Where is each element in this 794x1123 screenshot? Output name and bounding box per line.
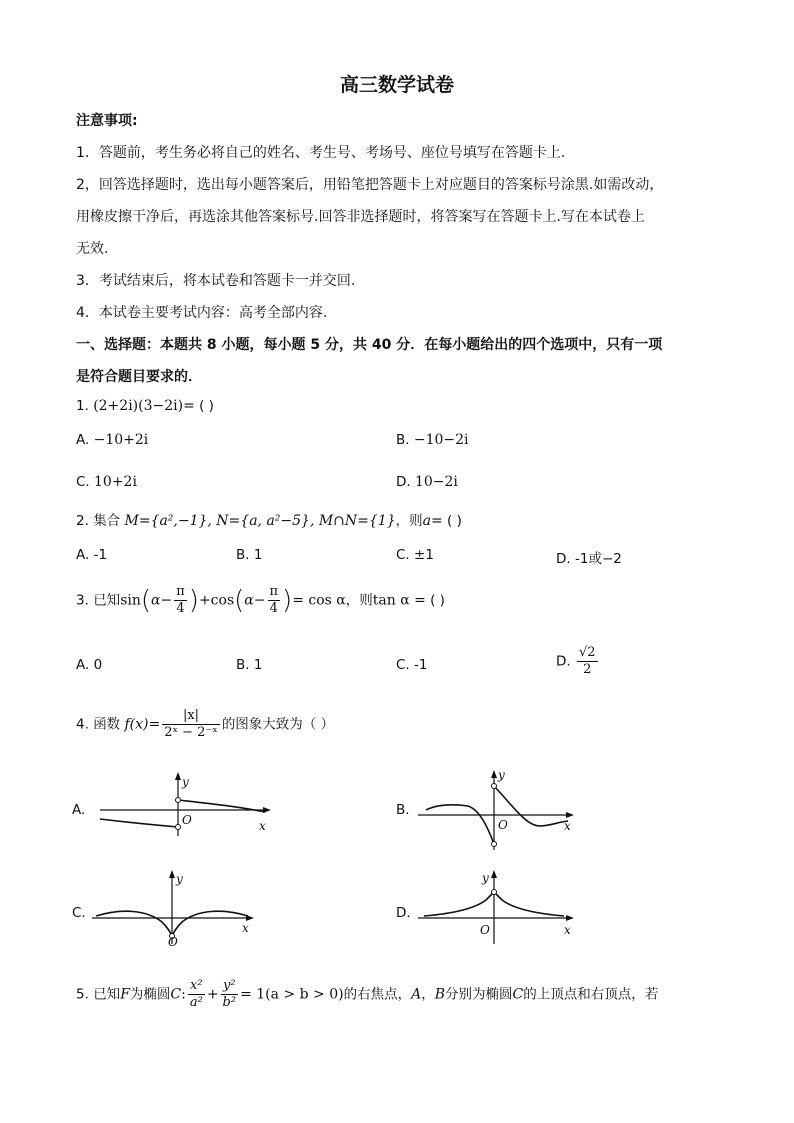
sin-function: sin <box>120 592 141 609</box>
curve-left <box>426 805 494 844</box>
numerator: π <box>176 584 185 599</box>
y2-over-b2 <box>221 978 239 1011</box>
answer-blank: ( ) <box>447 513 462 529</box>
y-arrow-icon <box>491 770 497 778</box>
graph-a <box>95 770 275 840</box>
graph-label-d: D. <box>396 905 411 921</box>
answer-blank: ( ) <box>199 398 214 414</box>
open-point <box>176 798 181 803</box>
option-b: B. 1 <box>236 547 263 563</box>
denominator: 4 <box>269 601 278 616</box>
option-c <box>76 474 137 490</box>
origin-label: O <box>182 813 192 827</box>
alpha: α <box>244 592 254 609</box>
colon: : <box>181 986 186 1003</box>
question-text: 集合 <box>93 513 121 529</box>
question-text: 为椭圆 <box>129 986 171 1003</box>
option-b <box>396 432 469 448</box>
question-expression: (2+2i)(3−2i)= <box>93 398 195 414</box>
y-label: y <box>482 871 489 885</box>
numerator: y² <box>221 978 239 995</box>
denominator: b² <box>222 995 237 1010</box>
minus: − <box>160 592 173 609</box>
option-a: A. -1 <box>76 547 108 563</box>
question-2 <box>76 509 462 529</box>
open-point <box>492 784 497 789</box>
question-number: 2. <box>76 513 89 529</box>
question-text: 的右焦点， <box>343 986 412 1003</box>
denominator: 4 <box>176 601 185 616</box>
option-label: B. <box>396 432 410 448</box>
question-text: 已知 <box>93 592 121 609</box>
y-arrow-icon <box>491 870 497 878</box>
option-label: D. <box>556 653 571 670</box>
notice-item: 4．本试卷主要考试内容：高考全部内容. <box>76 305 328 321</box>
graph-b <box>418 766 580 852</box>
numerator: √2 <box>578 645 596 660</box>
notice-item: 1．答题前，考生务必将自己的姓名、考生号、考场号、座位号填写在答题卡上. <box>76 145 566 161</box>
option-a <box>76 432 148 448</box>
sqrt2-over-2 <box>577 645 598 678</box>
minus: − <box>253 592 266 609</box>
function-lhs: f(x)= <box>124 716 161 733</box>
point-b: B <box>434 986 446 1003</box>
notice-item: 2，回答选择题时，选出每小题答案后，用铅笔把答题卡上对应题目的答案标号涂黑.如需改动， <box>76 177 664 193</box>
cos-function: cos <box>210 592 235 609</box>
x2-over-a2 <box>188 978 205 1011</box>
curve-right <box>172 911 248 936</box>
tan-expr: tan α = <box>372 592 426 609</box>
x-arrow-icon <box>566 812 574 818</box>
denominator: a² <box>189 995 203 1010</box>
numerator: π <box>269 584 279 599</box>
question-number: 4. <box>76 716 89 733</box>
page-title: 高三数学试卷 <box>339 74 454 96</box>
x-label: x <box>564 923 571 937</box>
variable: a <box>422 513 431 529</box>
denominator: 2 <box>583 662 592 677</box>
variable-f: F <box>120 986 130 1003</box>
question-number: 1. <box>76 398 89 414</box>
variable-c: C <box>512 986 524 1003</box>
option-value: 10−2i <box>414 474 458 490</box>
open-point <box>492 842 497 847</box>
origin-label: O <box>480 923 490 937</box>
pi-over-4 <box>174 584 187 617</box>
x-label: x <box>259 819 266 833</box>
option-label: C. <box>76 474 90 490</box>
option-value: −10+2i <box>93 432 149 448</box>
alpha: α <box>151 592 161 609</box>
origin-label: O <box>168 935 178 949</box>
option-c: C. ±1 <box>396 547 434 563</box>
question-text: ，则 <box>395 513 423 529</box>
question-text: 已知 <box>93 986 121 1003</box>
point-a: A <box>411 986 422 1003</box>
question-text: 的上顶点和右顶点，若 <box>523 986 659 1003</box>
question-text: ，则 <box>345 592 373 609</box>
variable-c: C <box>170 986 182 1003</box>
option-value: 10+2i <box>94 474 137 490</box>
question-4 <box>76 708 334 741</box>
denominator: 2ˣ − 2⁻ˣ <box>164 725 218 740</box>
question-text: 的图象大致为（ ） <box>221 716 335 733</box>
y-label: y <box>498 768 505 782</box>
x-arrow-icon <box>566 915 574 921</box>
graph-label-c: C. <box>72 905 86 921</box>
section-heading-cont: 是符合题目要求的． <box>76 369 202 385</box>
numerator: x² <box>188 978 205 995</box>
curve-left <box>424 892 494 916</box>
graph-label-a: A. <box>72 802 86 818</box>
option-value: −10−2i <box>413 432 469 448</box>
notice-heading: 注意事项: <box>76 113 138 129</box>
notice-item: 3．考试结束后，将本试卷和答题卡一并交回. <box>76 273 356 289</box>
equals: = <box>430 513 443 529</box>
graph-d <box>418 866 580 946</box>
equation-rhs: = 1(a > b > 0) <box>240 986 344 1003</box>
graph-c <box>92 866 262 949</box>
origin-label: O <box>498 818 508 832</box>
function-fraction <box>162 708 220 741</box>
option-d: D. -1或−2 <box>556 551 622 567</box>
numerator: |x| <box>162 708 220 725</box>
x-label: x <box>564 819 571 833</box>
notice-item: 用橡皮擦干净后，再选涂其他答案标号.回答非选择题时，将答案写在答题卡上.写在本试卷上 <box>76 209 645 225</box>
curve-left <box>100 819 178 827</box>
option-a: A. 0 <box>76 657 103 673</box>
option-d <box>556 645 600 678</box>
x-label: x <box>242 921 249 935</box>
y-label: y <box>182 775 189 789</box>
y-label: y <box>176 872 183 886</box>
option-label: A. <box>76 432 90 448</box>
y-arrow-icon <box>169 870 175 878</box>
question-text: 分别为椭圆 <box>445 986 513 1003</box>
question-3: 3. 已知sin(α− $\frac{\pi}{4}$ )+cos(α− $\frac{\pi}{4}$ )= cos α，则tan α = ( ) <box>76 584 445 616</box>
curve-left <box>96 911 172 936</box>
option-b: B. 1 <box>236 657 263 673</box>
question-number: 5. <box>76 986 89 1003</box>
section-heading: 一、选择题：本题共 8 小题，每小题 5 分，共 40 分．在每小题给出的四个选项中，只有一项 <box>76 337 663 353</box>
rhs: = cos α <box>292 592 346 609</box>
option-label: D. <box>396 474 411 490</box>
graph-label-b: B. <box>396 802 410 818</box>
question-1 <box>76 398 214 414</box>
curve-right <box>494 892 564 916</box>
question-expression: M={a²,−1}, N={a, a²−5}, M∩N={1} <box>124 513 396 529</box>
question-text: 函数 <box>93 716 121 733</box>
plus: + <box>198 592 211 609</box>
option-d <box>396 474 458 490</box>
option-c: C. -1 <box>396 657 428 673</box>
y-arrow-icon <box>175 772 181 780</box>
question-5: 5. 已知F为椭圆C: $\frac{\text{x²}}{\text{a²}}$ + $\frac{\text{y²}}{\text{b²}}$ = 1(a > b > 0)的右焦点，A，B分别为椭圆C的上顶点和右顶点，若 <box>76 978 659 1010</box>
open-point <box>492 890 497 895</box>
question-number: 3. <box>76 592 89 609</box>
question-text: ， <box>421 986 435 1003</box>
answer-blank: ( ) <box>430 592 445 609</box>
notice-item: 无效. <box>76 241 109 257</box>
open-point <box>176 825 181 830</box>
pi-over-4 <box>268 584 281 617</box>
